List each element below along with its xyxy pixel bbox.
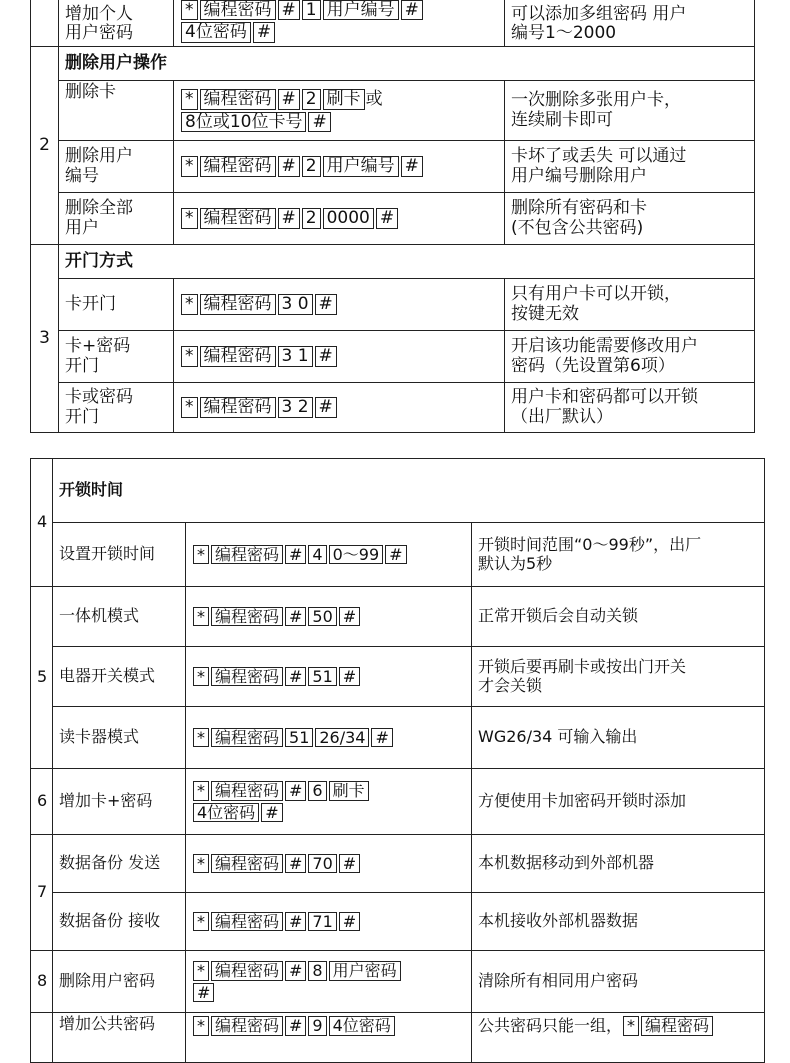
key-sequence-cell — [174, 383, 505, 433]
keypad-key: # — [315, 346, 337, 367]
command-name-line: 开门 — [65, 406, 99, 427]
description-line: 连续刷卡即可 — [511, 109, 613, 130]
command-name-cell — [59, 81, 174, 141]
keypad-key: # — [285, 1016, 306, 1036]
key-sequence-cell — [174, 0, 505, 47]
command-name-line: 删除全部 — [65, 197, 133, 218]
keypad-key: 编程密码 — [211, 667, 283, 687]
command-name-cell — [59, 141, 174, 193]
description-line: 开启该功能需要修改用户 — [511, 335, 698, 356]
command-name-cell: 电器开关模式 — [53, 647, 186, 707]
row-number-cell — [31, 0, 59, 47]
key-sequence-cell — [186, 647, 472, 707]
table-row — [31, 331, 755, 383]
description-line: 开锁时间范围“0～99秒”，出厂 — [478, 535, 702, 555]
key-sequence-cell — [186, 707, 472, 769]
keypad-key: # — [371, 728, 392, 748]
keypad-key: 编程密码 — [211, 912, 283, 932]
key-sequence-cell — [174, 141, 505, 193]
keypad-key: 编程密码 — [641, 1016, 713, 1036]
table-row — [31, 279, 755, 331]
keypad-key: 4位密码 — [329, 1016, 395, 1036]
keypad-key: 9 — [308, 1016, 326, 1036]
keypad-key: 编程密码 — [211, 607, 283, 627]
keypad-key: * — [193, 1016, 209, 1036]
key-sequence-cell — [174, 81, 505, 141]
keypad-key: 1 — [302, 0, 321, 20]
keypad-key: # — [285, 854, 306, 874]
table-row — [31, 587, 765, 647]
command-name-line: 删除卡 — [65, 82, 116, 102]
description-line: 卡坏了或丢失 可以通过 — [511, 145, 687, 166]
command-name-cell: 删除用户密码 — [53, 951, 186, 1013]
key-sequence — [192, 802, 465, 824]
keypad-key: * — [181, 294, 198, 315]
description-line: 才会关锁 — [478, 675, 543, 695]
keypad-key: 3 2 — [278, 397, 313, 418]
key-sequence — [192, 911, 465, 933]
keypad-key: 6 — [308, 781, 326, 801]
keypad-key: 编程密码 — [200, 397, 276, 418]
description-cell: 本机接收外部机器数据 — [472, 893, 765, 951]
description-line: 开锁后要再刷卡或按出门开关 — [478, 657, 687, 677]
description-line: (不包含公共密码) — [511, 217, 644, 238]
description-cell — [505, 279, 755, 331]
key-sequence — [192, 544, 465, 566]
key-sequence-cell — [186, 769, 472, 835]
keypad-key: 用户密码 — [329, 961, 401, 981]
description-cell — [505, 331, 755, 383]
table-row — [31, 647, 765, 707]
keypad-key: * — [181, 156, 198, 177]
keypad-key: * — [181, 89, 198, 110]
key-sequence — [192, 727, 465, 749]
table-row — [31, 1013, 765, 1063]
key-sequence — [192, 960, 465, 982]
keypad-key: * — [193, 854, 209, 874]
keypad-key: * — [193, 912, 209, 932]
keypad-key: # — [285, 961, 306, 981]
key-sequence — [192, 982, 465, 1004]
command-name-line: 开门 — [65, 355, 99, 376]
key-sequence — [180, 155, 498, 178]
keypad-key: 用户编号 — [323, 0, 399, 20]
keypad-key: * — [181, 397, 198, 418]
keypad-key: # — [339, 667, 360, 687]
command-name-cell: 数据备份 发送 — [53, 835, 186, 893]
description-line: 删除所有密码和卡 — [511, 197, 647, 218]
description-line: （出厂默认） — [511, 406, 613, 427]
keypad-key: 3 1 — [278, 346, 313, 367]
key-sequence-cell — [186, 951, 472, 1013]
description-line: 公共密码只能一组， — [478, 1016, 623, 1035]
key-sequence — [180, 345, 498, 368]
key-sequence — [192, 1015, 465, 1037]
command-name-cell: 读卡器模式 — [53, 707, 186, 769]
keypad-key: 编程密码 — [200, 208, 276, 229]
section-number — [31, 1013, 53, 1063]
section-title: 开锁时间 — [53, 459, 765, 523]
keypad-key: * — [181, 0, 198, 20]
keypad-key: # — [285, 607, 306, 627]
keypad-key: 编程密码 — [211, 781, 283, 801]
keypad-key: 编程密码 — [211, 545, 283, 565]
keypad-key: # — [385, 545, 406, 565]
keypad-key: # — [401, 0, 423, 20]
command-name-cell — [59, 279, 174, 331]
command-name-line: 用户 — [65, 217, 99, 238]
table-row — [31, 835, 765, 893]
section-number: 4 — [31, 459, 53, 587]
table-row — [31, 0, 755, 47]
table-row — [31, 193, 755, 245]
key-sequence — [622, 1016, 714, 1035]
section-title: 删除用户操作 — [59, 47, 755, 81]
keypad-key: # — [285, 781, 306, 801]
keypad-key: 0～99 — [329, 545, 384, 565]
keypad-key: # — [308, 112, 330, 133]
keypad-key: # — [278, 208, 300, 229]
keypad-key: 51 — [308, 667, 336, 687]
description-line: 一次删除多张用户卡， — [511, 89, 681, 110]
description-cell — [505, 81, 755, 141]
keypad-key: 4 — [308, 545, 326, 565]
key-sequence — [180, 111, 498, 134]
command-name-cell — [59, 193, 174, 245]
key-sequence — [180, 396, 498, 419]
keypad-key: # — [278, 0, 300, 20]
description-line: 密码（先设置第6项） — [511, 355, 675, 376]
table-row — [31, 951, 765, 1013]
table-row — [31, 769, 765, 835]
description-cell — [505, 141, 755, 193]
description-cell — [505, 0, 755, 47]
command-name-line: 删除用户 — [65, 145, 133, 166]
keypad-key: * — [193, 961, 209, 981]
description-cell: WG26/34 可输入输出 — [472, 707, 765, 769]
command-name-cell: 设置开锁时间 — [53, 523, 186, 587]
keypad-key: 70 — [308, 854, 336, 874]
keypad-key: 4位密码 — [193, 803, 259, 823]
keypad-key: # — [253, 22, 275, 43]
table-row — [31, 707, 765, 769]
keypad-key: * — [181, 346, 198, 367]
key-sequence — [180, 88, 498, 111]
section-number: 3 — [31, 245, 59, 433]
keypad-key: 编程密码 — [200, 89, 276, 110]
keypad-key: # — [315, 294, 337, 315]
keypad-key: * — [623, 1016, 639, 1036]
keypad-key: 3 0 — [278, 294, 313, 315]
keypad-key: # — [339, 854, 360, 874]
keypad-key: * — [193, 728, 209, 748]
command-name-cell: 增加公共密码 — [53, 1013, 186, 1063]
command-name-line: 卡+密码 — [65, 335, 131, 356]
section-number: 2 — [31, 47, 59, 245]
section-header-row — [31, 47, 755, 81]
section-header-row — [31, 459, 765, 523]
keypad-key: 编程密码 — [211, 854, 283, 874]
key-sequence-cell — [174, 331, 505, 383]
keypad-key: 编程密码 — [200, 346, 276, 367]
keypad-key: 2 — [302, 208, 321, 229]
keypad-key: 编程密码 — [211, 728, 283, 748]
command-name-cell: 数据备份 接收 — [53, 893, 186, 951]
keypad-key: * — [193, 607, 209, 627]
command-name-cell: 增加卡+密码 — [53, 769, 186, 835]
keypad-key: 8位或10位卡号 — [181, 112, 306, 133]
key-sequence-cell — [186, 893, 472, 951]
key-sequence-cell — [174, 279, 505, 331]
keypad-key: # — [285, 545, 306, 565]
keypad-key: # — [401, 156, 423, 177]
keypad-key: * — [193, 545, 209, 565]
key-sequence — [192, 666, 465, 688]
command-name-line: 卡开门 — [65, 293, 116, 314]
keypad-key: 50 — [308, 607, 336, 627]
section-number: 6 — [31, 769, 53, 835]
keypad-key: # — [278, 89, 300, 110]
keypad-key: # — [376, 208, 398, 229]
table-row — [31, 141, 755, 193]
keypad-key: # — [339, 912, 360, 932]
command-name-line: 用户密码 — [65, 23, 133, 44]
key-sequence-cell — [186, 1013, 472, 1063]
command-name-line: 编号 — [65, 165, 99, 186]
section-header-row — [31, 245, 755, 279]
key-sequence — [180, 293, 498, 316]
description-cell: 清除所有相同用户密码 — [472, 951, 765, 1013]
keypad-key: 用户编号 — [323, 156, 399, 177]
command-name-cell: 一体机模式 — [53, 587, 186, 647]
keypad-key: 刷卡 — [329, 781, 369, 801]
keypad-key: 71 — [308, 912, 336, 932]
key-sequence-suffix: 或 — [365, 88, 383, 109]
command-name-line: 增加个人 — [65, 3, 133, 24]
description-line: 默认为5秒 — [478, 553, 553, 573]
keypad-key: * — [181, 208, 198, 229]
key-sequence — [180, 0, 498, 21]
keypad-key: 2 — [302, 156, 321, 177]
table-row — [31, 81, 755, 141]
keypad-key: * — [193, 781, 209, 801]
command-name-cell — [59, 0, 174, 47]
section-number: 7 — [31, 835, 53, 951]
keypad-key: # — [315, 397, 337, 418]
description-line: 可以添加多组密码 用户 — [511, 3, 687, 24]
description-cell: 正常开锁后会自动关锁 — [472, 587, 765, 647]
table-row — [31, 383, 755, 433]
section-number: 5 — [31, 587, 53, 769]
command-name-cell — [59, 331, 174, 383]
key-sequence — [180, 207, 498, 230]
description-line: 用户编号删除用户 — [511, 165, 647, 186]
description-cell — [505, 193, 755, 245]
keypad-key: 2 — [302, 89, 321, 110]
description-line: 编号1～2000 — [511, 23, 617, 44]
section-title: 开门方式 — [59, 245, 755, 279]
keypad-key: 0000 — [323, 208, 374, 229]
table-row — [31, 523, 765, 587]
keypad-key: # — [261, 803, 282, 823]
section-number: 8 — [31, 951, 53, 1013]
keypad-key: 编程密码 — [200, 0, 276, 20]
key-sequence-cell — [186, 523, 472, 587]
key-sequence — [180, 21, 498, 44]
description-cell — [472, 523, 765, 587]
keypad-key: 编程密码 — [200, 294, 276, 315]
description-cell: 方便使用卡加密码开锁时添加 — [472, 769, 765, 835]
key-sequence-cell — [186, 587, 472, 647]
key-sequence-cell — [174, 193, 505, 245]
keypad-key: 8 — [308, 961, 326, 981]
description-line: 只有用户卡可以开锁， — [511, 283, 681, 304]
description-line: 按键无效 — [511, 303, 579, 324]
keypad-key: # — [285, 667, 306, 687]
key-sequence — [192, 853, 465, 875]
description-cell — [505, 383, 755, 433]
keypad-key: # — [339, 607, 360, 627]
keypad-key: 编程密码 — [211, 961, 283, 981]
keypad-key: 51 — [285, 728, 313, 748]
description-cell — [472, 1013, 765, 1063]
keypad-key: 编程密码 — [211, 1016, 283, 1036]
command-name-cell — [59, 383, 174, 433]
upper-command-table — [30, 0, 755, 433]
keypad-key: 26/34 — [315, 728, 369, 748]
key-sequence — [192, 780, 465, 802]
command-name-line: 卡或密码 — [65, 386, 133, 407]
keypad-key: # — [278, 156, 300, 177]
key-sequence — [192, 606, 465, 628]
description-cell: 本机数据移动到外部机器 — [472, 835, 765, 893]
keypad-key: 4位密码 — [181, 22, 251, 43]
key-sequence-cell — [186, 835, 472, 893]
keypad-key: * — [193, 667, 209, 687]
keypad-key: 编程密码 — [200, 156, 276, 177]
keypad-key: # — [193, 983, 214, 1003]
keypad-key: 刷卡 — [323, 89, 365, 110]
description-line: 用户卡和密码都可以开锁 — [511, 386, 698, 407]
lower-command-table — [30, 458, 765, 1063]
table-row — [31, 893, 765, 951]
keypad-key: # — [285, 912, 306, 932]
description-cell — [472, 647, 765, 707]
